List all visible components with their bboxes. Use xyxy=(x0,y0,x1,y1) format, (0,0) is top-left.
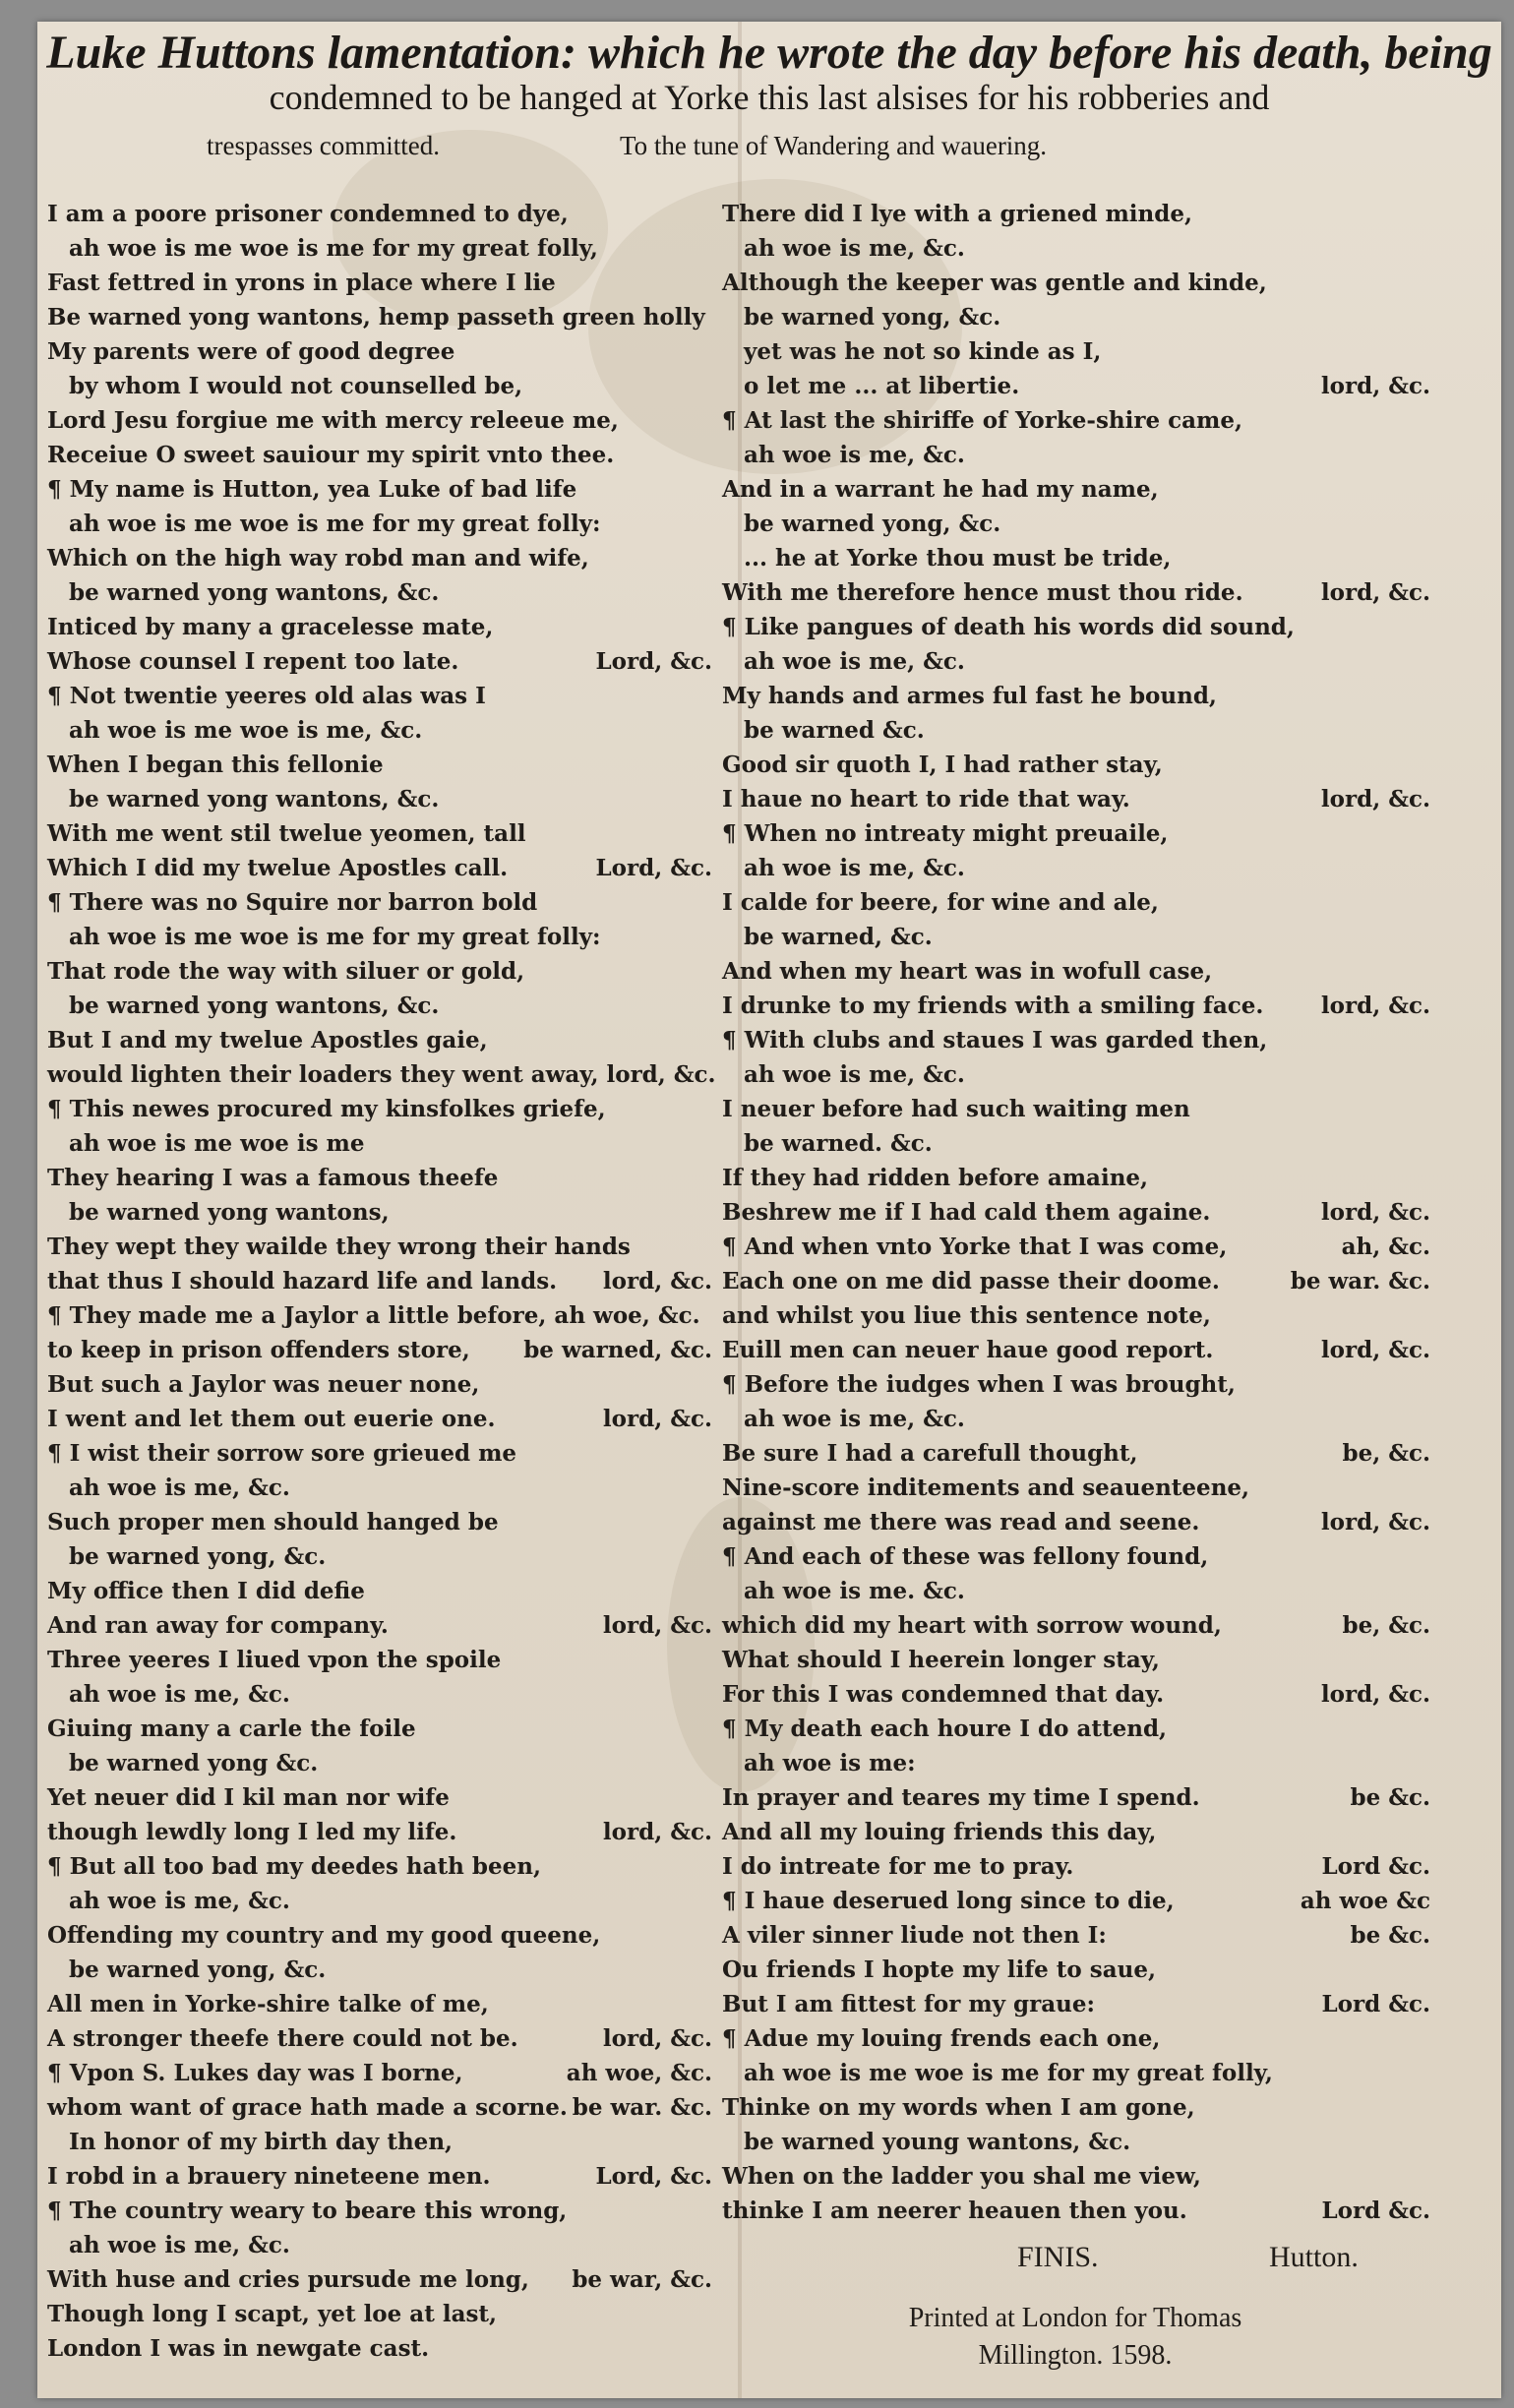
verse-line xyxy=(47,920,712,954)
verse-text: And in a warrant he had my name, xyxy=(722,476,1159,503)
verse-line xyxy=(722,1746,1430,1780)
verse-text: ¶ They made me a Jaylor a little before, ah woe, &c. xyxy=(47,1302,700,1329)
verse-line xyxy=(722,2021,1430,2056)
verse-text: And ran away for company. xyxy=(47,1612,389,1639)
verse-line xyxy=(47,2090,712,2125)
verse-line xyxy=(722,816,1430,851)
verse-text: In prayer and teares my time I spend. xyxy=(722,1784,1200,1811)
verse-line xyxy=(722,369,1430,403)
verse-text: ¶ I haue deserued long since to die, xyxy=(722,1888,1175,1914)
verse-text: Nine-score inditements and seauenteene, xyxy=(722,1475,1250,1501)
ballad-title: Luke Huttons lamentation: which he wrote the day before his death, being xyxy=(46,27,1492,79)
verse-text: Lord Jesu forgiue me with mercy releeue me, xyxy=(47,407,619,434)
refrain-cue: be war. &c. xyxy=(572,2094,712,2121)
verse-line xyxy=(47,403,712,438)
verse-text: be warned yong, &c. xyxy=(69,1956,327,1983)
verse-line xyxy=(47,300,712,334)
verse-text: ¶ I wist their sorrow sore grieued me xyxy=(47,1440,517,1467)
verse-line xyxy=(722,1677,1430,1712)
verse-line xyxy=(47,1505,712,1539)
verse-text: to keep in prison offenders store, xyxy=(47,1337,470,1363)
verse-text: ah woe is me, &c. xyxy=(744,442,965,468)
verse-line xyxy=(47,1333,712,1367)
verse-line xyxy=(722,1918,1430,1953)
verse-text: against me there was read and seene. xyxy=(722,1509,1200,1535)
verse-line xyxy=(47,1643,712,1677)
verse-line xyxy=(47,2331,712,2366)
verse-text: be warned yong, &c. xyxy=(69,1543,327,1570)
verse-text: ¶ My death each houre I do attend, xyxy=(722,1716,1168,1742)
refrain-cue: Lord &c. xyxy=(1321,1991,1430,2017)
verse-text: ¶ Before the iudges when I was brought, xyxy=(722,1371,1236,1398)
refrain-cue: be &c. xyxy=(1350,1784,1430,1811)
verse-text: be warned yong, &c. xyxy=(744,304,1001,331)
verse-text: Three yeeres I liued vpon the spoile xyxy=(47,1647,502,1673)
broadside-sheet xyxy=(37,22,1501,2398)
verse-text: yet was he not so kinde as I, xyxy=(744,338,1102,365)
verse-line xyxy=(47,438,712,472)
verse-line xyxy=(47,1230,712,1264)
verse-text: A viler sinner liude not then I: xyxy=(722,1922,1107,1949)
verse-line xyxy=(47,1367,712,1402)
verse-text: ah woe is me, &c. xyxy=(744,1406,965,1432)
author-signature: Hutton. xyxy=(1269,2241,1359,2273)
verse-text: I drunke to my friends with a smiling face. xyxy=(722,993,1264,1019)
verse-text: be warned yong, &c. xyxy=(744,511,1001,537)
verse-line xyxy=(47,1815,712,1849)
verse-text: Inticed by many a gracelesse mate, xyxy=(47,614,494,640)
verse-text: would lighten their loaders they went away, lord, &c. xyxy=(47,1061,716,1088)
verse-text: Fast fettred in yrons in place where I lie xyxy=(47,270,556,296)
verse-text: ah woe is me, &c. xyxy=(744,235,965,262)
verse-text: thinke I am neerer heauen then you. xyxy=(722,2197,1187,2224)
verse-line xyxy=(722,1402,1430,1436)
verse-line xyxy=(722,266,1430,300)
verse-line xyxy=(722,231,1430,266)
verse-text: If they had ridden before amaine, xyxy=(722,1165,1149,1191)
verse-text: I haue no heart to ride that way. xyxy=(722,786,1130,813)
verse-text: A stronger theefe there could not be. xyxy=(47,2025,518,2052)
verse-text: They hearing I was a famous theefe xyxy=(47,1165,499,1191)
verse-text: be warned. &c. xyxy=(744,1130,933,1157)
verse-line xyxy=(47,575,712,610)
verse-text: ¶ And each of these was fellony found, xyxy=(722,1543,1209,1570)
refrain-cue: lord, &c. xyxy=(602,1612,712,1639)
verse-text: be warned yong wantons, xyxy=(69,1199,390,1226)
verse-line xyxy=(47,713,712,748)
verse-line xyxy=(722,197,1430,231)
verse-line xyxy=(47,1780,712,1815)
verse-line xyxy=(47,851,712,885)
verse-line xyxy=(47,2021,712,2056)
verse-line xyxy=(47,989,712,1023)
verse-text: ¶ When no intreaty might preuaile, xyxy=(722,820,1169,847)
verse-line xyxy=(722,2194,1430,2228)
verse-line xyxy=(722,1953,1430,1987)
left-verse-column xyxy=(47,197,716,2366)
verse-line xyxy=(722,713,1430,748)
verse-text: That rode the way with siluer or gold, xyxy=(47,958,525,985)
verse-text: Giuing many a carle the foile xyxy=(47,1716,416,1742)
verse-text: which did my heart with sorrow wound, xyxy=(722,1612,1222,1639)
verse-text: ¶ With clubs and staues I was garded then, xyxy=(722,1027,1268,1054)
verse-line xyxy=(722,438,1430,472)
refrain-cue: be warned, &c. xyxy=(523,1337,712,1363)
verse-text: ah woe is me, &c. xyxy=(744,855,965,881)
verse-text: With me went stil twelue yeomen, tall xyxy=(47,820,526,847)
verse-text: ¶ Vpon S. Lukes day was I borne, xyxy=(47,2060,463,2086)
refrain-cue: lord, &c. xyxy=(1320,993,1430,1019)
refrain-cue: be, &c. xyxy=(1342,1440,1430,1467)
verse-line xyxy=(722,1092,1430,1126)
verse-text: Such proper men should hanged be xyxy=(47,1509,499,1535)
ballad-title-continued: condemned to be hanged at Yorke this last alsises for his robberies and xyxy=(269,78,1270,117)
refrain-cue: lord, &c. xyxy=(602,1406,712,1432)
verse-text: My hands and armes ful fast he bound, xyxy=(722,683,1217,709)
verse-line xyxy=(47,816,712,851)
refrain-cue: ah, &c. xyxy=(1341,1234,1430,1260)
verse-line xyxy=(47,2159,712,2194)
tune-line: To the tune of Wandering and wauering. xyxy=(620,131,1048,160)
verse-text: For this I was condemned that day. xyxy=(722,1681,1165,1708)
verse-line xyxy=(722,610,1430,644)
verse-line xyxy=(47,954,712,989)
verse-line xyxy=(47,1608,712,1643)
imprint-line-2: Millington. 1598. xyxy=(978,2340,1173,2371)
verse-line xyxy=(722,748,1430,782)
verse-text: ah woe is me, &c. xyxy=(69,1475,290,1501)
verse-line xyxy=(47,1161,712,1195)
verse-line xyxy=(722,2159,1430,2194)
verse-line xyxy=(722,1298,1430,1333)
verse-line xyxy=(47,1126,712,1161)
verse-text: And when my heart was in wofull case, xyxy=(722,958,1213,985)
verse-line xyxy=(722,1574,1430,1608)
refrain-cue: be war. &c. xyxy=(1290,1268,1430,1294)
verse-text: ¶ There was no Squire nor barron bold xyxy=(47,889,538,916)
verse-text: But I am fittest for my graue: xyxy=(722,1991,1096,2017)
verse-text: be warned yong wantons, &c. xyxy=(69,579,440,606)
verse-line xyxy=(47,1918,712,1953)
verse-text: I do intreate for me to pray. xyxy=(722,1853,1074,1880)
verse-line xyxy=(47,679,712,713)
verse-line xyxy=(722,1780,1430,1815)
verse-line xyxy=(47,369,712,403)
verse-text: ah woe is me: xyxy=(744,1750,916,1776)
verse-line xyxy=(47,748,712,782)
verse-text: My office then I did defie xyxy=(47,1578,365,1604)
verse-line xyxy=(722,1230,1430,1264)
imprint-line-1: Printed at London for Thomas xyxy=(908,2303,1242,2333)
verse-line xyxy=(47,1195,712,1230)
verse-line xyxy=(47,197,712,231)
verse-line xyxy=(47,1953,712,1987)
verse-text: ah woe is me, &c. xyxy=(69,1888,290,1914)
verse-line xyxy=(47,472,712,507)
refrain-cue: lord, &c. xyxy=(1320,1681,1430,1708)
verse-text: And all my louing friends this day, xyxy=(722,1819,1157,1845)
refrain-cue: ah woe, &c. xyxy=(566,2060,712,2086)
verse-text: ah woe is me. &c. xyxy=(744,1578,965,1604)
verse-line xyxy=(722,1505,1430,1539)
verse-text: Each one on me did passe their doome. xyxy=(722,1268,1220,1294)
verse-line xyxy=(47,1677,712,1712)
refrain-cue: lord, &c. xyxy=(602,2025,712,2052)
refrain-cue: be war, &c. xyxy=(572,2266,712,2293)
verse-text: Be warned yong wantons, hemp passeth green holly xyxy=(47,304,705,331)
verse-line xyxy=(722,1161,1430,1195)
verse-line xyxy=(722,1608,1430,1643)
verse-line xyxy=(722,541,1430,575)
verse-text: Offending my country and my good queene, xyxy=(47,1922,601,1949)
verse-text: ah woe is me woe is me for my great folly, xyxy=(744,2060,1273,2086)
verse-text: ¶ My name is Hutton, yea Luke of bad life xyxy=(47,476,577,503)
verse-line xyxy=(722,679,1430,713)
refrain-cue: lord, &c. xyxy=(1320,373,1430,399)
verse-line xyxy=(722,2056,1430,2090)
verse-text: though lewdly long I led my life. xyxy=(47,1819,457,1845)
verse-line xyxy=(47,1746,712,1780)
verse-line xyxy=(722,1367,1430,1402)
verse-line xyxy=(722,851,1430,885)
verse-line xyxy=(47,1298,712,1333)
verse-line xyxy=(47,2262,712,2297)
verse-text: ah woe is me woe is me for my great folly: xyxy=(69,511,601,537)
verse-text: whom want of grace hath made a scorne. xyxy=(47,2094,568,2121)
title-trespasses: trespasses committed. xyxy=(207,131,440,160)
verse-text: I calde for beere, for wine and ale, xyxy=(722,889,1159,916)
verse-text: ah woe is me, &c. xyxy=(744,1061,965,1088)
refrain-cue: be, &c. xyxy=(1342,1612,1430,1639)
verse-text: When I began this fellonie xyxy=(47,752,384,778)
refrain-cue: lord, &c. xyxy=(1320,1199,1430,1226)
verse-line xyxy=(47,2228,712,2262)
verse-text: ¶ Like pangues of death his words did sound, xyxy=(722,614,1295,640)
verse-text: ah woe is me woe is me for my great folly: xyxy=(69,924,601,950)
verse-text: be warned yong &c. xyxy=(69,1750,319,1776)
verse-line xyxy=(47,231,712,266)
verse-line xyxy=(47,782,712,816)
verse-line xyxy=(722,1884,1430,1918)
verse-line xyxy=(722,2090,1430,2125)
verse-line xyxy=(47,2194,712,2228)
verse-text: ¶ But all too bad my deedes hath been, xyxy=(47,1853,541,1880)
verse-text: ¶ The country weary to beare this wrong, xyxy=(47,2197,568,2224)
verse-line xyxy=(722,1471,1430,1505)
verse-line xyxy=(722,507,1430,541)
verse-line xyxy=(47,334,712,369)
verse-line xyxy=(722,1057,1430,1092)
verse-line xyxy=(722,1712,1430,1746)
verse-line xyxy=(47,1471,712,1505)
verse-text: be warned &c. xyxy=(744,717,925,744)
verse-text: Although the keeper was gentle and kinde, xyxy=(722,270,1267,296)
verse-line xyxy=(722,1023,1430,1057)
verse-line xyxy=(47,2125,712,2159)
verse-text: ah woe is me, &c. xyxy=(744,648,965,675)
verse-text: and whilst you liue this sentence note, xyxy=(722,1302,1211,1329)
verse-text: Be sure I had a carefull thought, xyxy=(722,1440,1138,1467)
verse-text: I neuer before had such waiting men xyxy=(722,1096,1190,1122)
verse-line xyxy=(722,885,1430,920)
verse-line xyxy=(47,885,712,920)
verse-text: With huse and cries pursude me long, xyxy=(47,2266,529,2293)
verse-line xyxy=(47,507,712,541)
verse-text: ah woe is me, &c. xyxy=(69,1681,290,1708)
refrain-cue: lord, &c. xyxy=(602,1819,712,1845)
verse-text: Which I did my twelue Apostles call. xyxy=(47,855,509,881)
verse-text: ¶ Adue my louing frends each one, xyxy=(722,2025,1161,2052)
verse-line xyxy=(722,954,1430,989)
verse-line xyxy=(722,1333,1430,1367)
verse-line xyxy=(722,1815,1430,1849)
verse-text: Euill men can neuer haue good report. xyxy=(722,1337,1214,1363)
verse-text: When on the ladder you shal me view, xyxy=(722,2163,1201,2190)
verse-line xyxy=(722,334,1430,369)
verse-line xyxy=(47,1987,712,2021)
verse-text: All men in Yorke-shire talke of me, xyxy=(47,1991,489,2017)
refrain-cue: lord, &c. xyxy=(1320,1337,1430,1363)
refrain-cue: ah woe &c xyxy=(1300,1888,1430,1914)
verse-text: ¶ And when vnto Yorke that I was come, xyxy=(722,1234,1228,1260)
verse-line xyxy=(722,782,1430,816)
verse-text: ¶ Not twentie yeeres old alas was I xyxy=(47,683,486,709)
verse-line xyxy=(722,2125,1430,2159)
refrain-cue: Lord, &c. xyxy=(595,648,712,675)
verse-text: Good sir quoth I, I had rather stay, xyxy=(722,752,1163,778)
verse-line xyxy=(47,1539,712,1574)
finis-row xyxy=(1017,2241,1411,2280)
verse-line xyxy=(47,1264,712,1298)
refrain-cue: Lord &c. xyxy=(1321,2197,1430,2224)
refrain-cue: Lord &c. xyxy=(1321,1853,1430,1880)
refrain-cue: Lord, &c. xyxy=(595,2163,712,2190)
verse-text: ah woe is me woe is me xyxy=(69,1130,365,1157)
verse-line xyxy=(722,1436,1430,1471)
verse-text: Receiue O sweet sauiour my spirit vnto thee. xyxy=(47,442,615,468)
verse-text: be warned young wantons, &c. xyxy=(744,2129,1131,2155)
verse-text: Whose counsel I repent too late. xyxy=(47,648,459,675)
refrain-cue: lord, &c. xyxy=(602,1268,712,1294)
verse-text: But I and my twelue Apostles gaie, xyxy=(47,1027,488,1054)
verse-line xyxy=(47,2297,712,2331)
verse-line xyxy=(722,1849,1430,1884)
verse-text: London I was in newgate cast. xyxy=(47,2335,430,2362)
verse-text: Which on the high way robd man and wife, xyxy=(47,545,589,572)
verse-line xyxy=(47,541,712,575)
verse-line xyxy=(722,1643,1430,1677)
verse-text: o let me ... at libertie. xyxy=(744,373,1020,399)
verse-text: Thinke on my words when I am gone, xyxy=(722,2094,1195,2121)
verse-text: ... he at Yorke thou must be tride, xyxy=(744,545,1172,572)
verse-line xyxy=(722,575,1430,610)
refrain-cue: lord, &c. xyxy=(1320,786,1430,813)
verse-text: be warned yong wantons, &c. xyxy=(69,786,440,813)
refrain-cue: lord, &c. xyxy=(1320,1509,1430,1535)
verse-line xyxy=(722,472,1430,507)
verse-line xyxy=(47,1849,712,1884)
verse-text: What should I heerein longer stay, xyxy=(722,1647,1160,1673)
verse-text: ah woe is me woe is me, &c. xyxy=(69,717,423,744)
verse-text: My parents were of good degree xyxy=(47,338,455,365)
verse-line xyxy=(722,1539,1430,1574)
verse-line xyxy=(722,1264,1430,1298)
verse-text: that thus I should hazard life and lands. xyxy=(47,1268,558,1294)
verse-text: Beshrew me if I had cald them againe. xyxy=(722,1199,1211,1226)
verse-line xyxy=(47,1402,712,1436)
verse-line xyxy=(47,1712,712,1746)
verse-text: They wept they wailde they wrong their hands xyxy=(47,1234,631,1260)
right-verse-column xyxy=(722,197,1430,2228)
verse-line xyxy=(47,1574,712,1608)
verse-text: Yet neuer did I kil man nor wife xyxy=(47,1784,450,1811)
verse-line xyxy=(722,989,1430,1023)
imprint xyxy=(844,2300,1306,2375)
verse-line xyxy=(722,1987,1430,2021)
verse-line xyxy=(47,644,712,679)
verse-line xyxy=(722,644,1430,679)
refrain-cue: Lord, &c. xyxy=(595,855,712,881)
verse-text: But such a Jaylor was neuer none, xyxy=(47,1371,480,1398)
verse-text: Ou friends I hopte my life to saue, xyxy=(722,1956,1156,1983)
verse-line xyxy=(722,920,1430,954)
verse-text: by whom I would not counselled be, xyxy=(69,373,523,399)
verse-line xyxy=(47,1092,712,1126)
verse-line xyxy=(47,610,712,644)
refrain-cue: be &c. xyxy=(1350,1922,1430,1949)
verse-text: There did I lye with a griened minde, xyxy=(722,201,1192,227)
refrain-cue: lord, &c. xyxy=(1320,579,1430,606)
verse-text: With me therefore hence must thou ride. xyxy=(722,579,1243,606)
finis-mark: FINIS. xyxy=(1017,2241,1099,2273)
verse-line xyxy=(722,1195,1430,1230)
verse-line xyxy=(47,2056,712,2090)
verse-text: In honor of my birth day then, xyxy=(69,2129,454,2155)
verse-text: I am a poore prisoner condemned to dye, xyxy=(47,201,569,227)
verse-line xyxy=(47,1057,716,1092)
verse-text: ah woe is me woe is me for my great folly, xyxy=(69,235,598,262)
verse-text: ah woe is me, &c. xyxy=(69,2232,290,2258)
verse-line xyxy=(47,1436,712,1471)
verse-line xyxy=(47,1023,712,1057)
verse-line xyxy=(722,1126,1430,1161)
verse-text: be warned yong wantons, &c. xyxy=(69,993,440,1019)
verse-text: ¶ At last the shiriffe of Yorke-shire came, xyxy=(722,407,1242,434)
verse-line xyxy=(47,266,712,300)
verse-line xyxy=(722,300,1430,334)
verse-text: I went and let them out euerie one. xyxy=(47,1406,496,1432)
verse-text: ¶ This newes procured my kinsfolkes griefe, xyxy=(47,1096,606,1122)
verse-text: I robd in a brauery nineteene men. xyxy=(47,2163,491,2190)
verse-text: be warned, &c. xyxy=(744,924,933,950)
verse-text: Though long I scapt, yet loe at last, xyxy=(47,2301,498,2327)
verse-line xyxy=(722,403,1430,438)
verse-line xyxy=(47,1884,712,1918)
